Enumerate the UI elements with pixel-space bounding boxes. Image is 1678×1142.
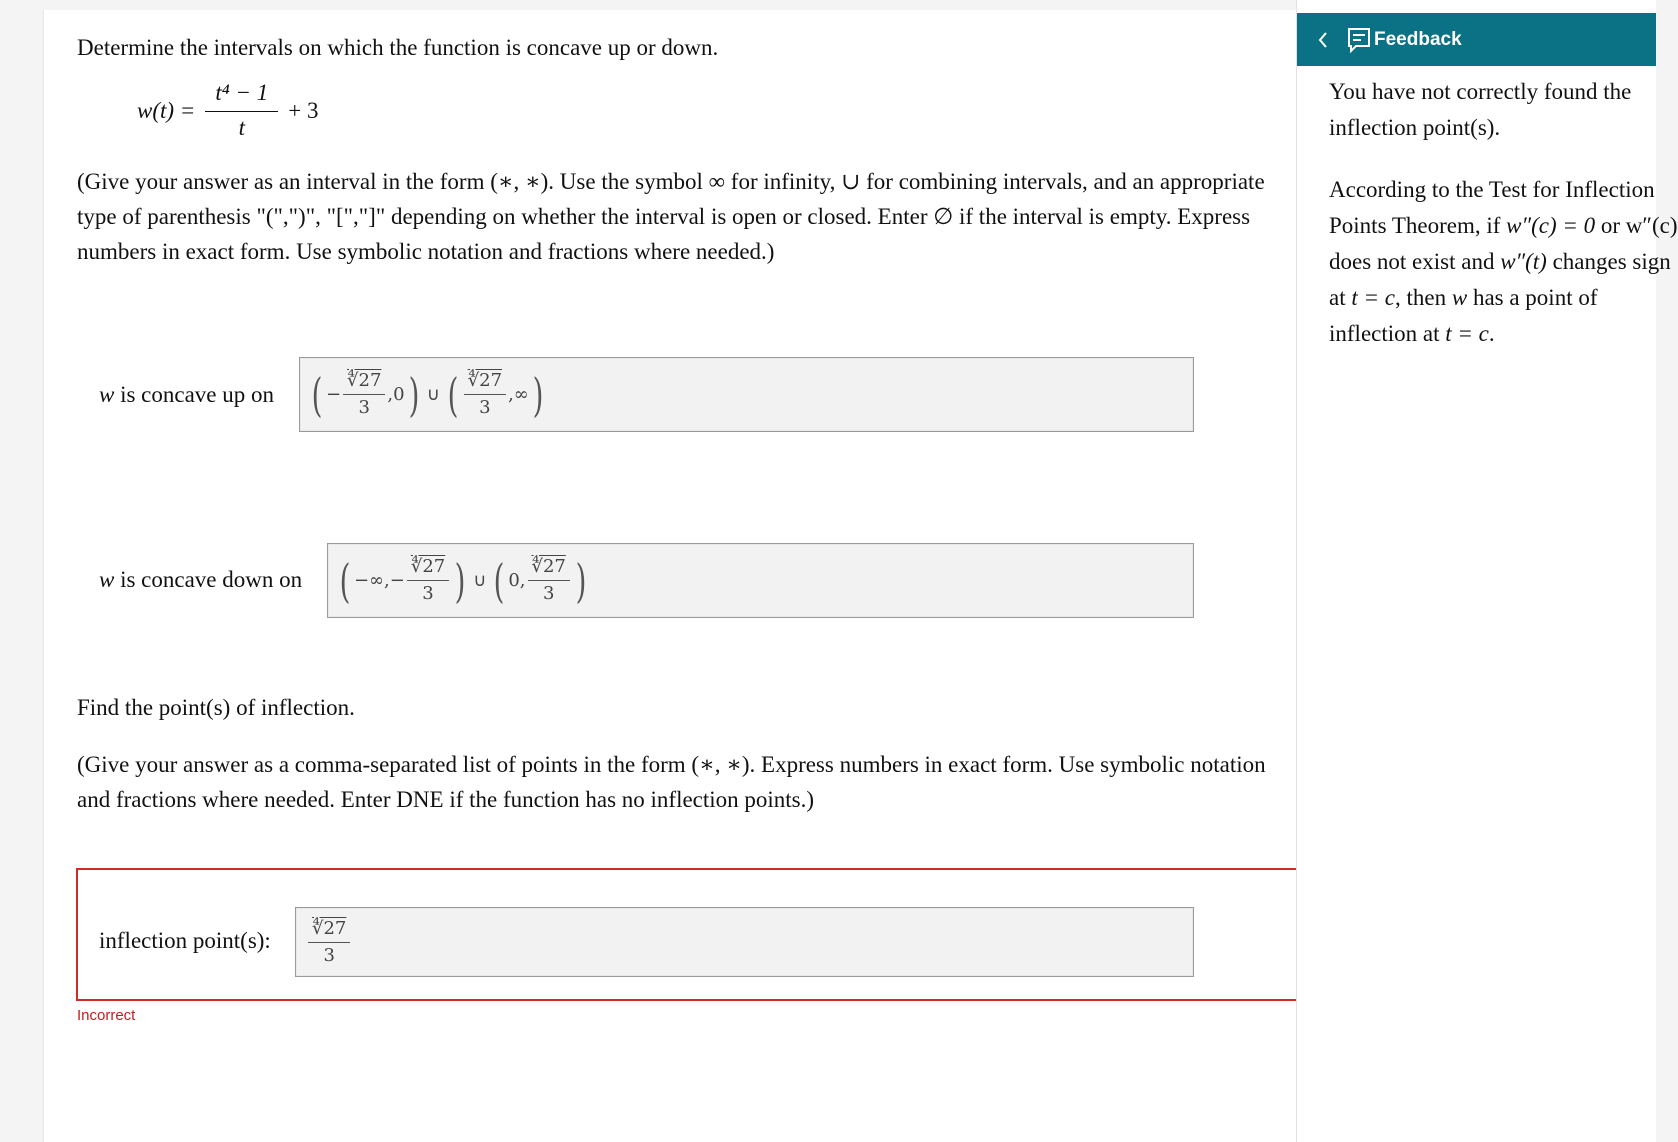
theorem-text: Points Theorem, if bbox=[1329, 213, 1507, 238]
inflection-instructions-text: (Give your answer as a comma-separated list of points in the form (∗, ∗). Express numbers in exact form. Use symbolic notation and fractions where needed. Enter DNE if the function has no inflection points.) bbox=[77, 752, 1266, 812]
incorrect-status: Incorrect bbox=[77, 1007, 136, 1024]
open-paren-icon: ( bbox=[339, 553, 351, 608]
feedback-title: Feedback bbox=[1374, 28, 1462, 50]
concave-up-frac-2 bbox=[464, 370, 506, 419]
inflection-prompt: Find the point(s) of inflection. bbox=[77, 695, 355, 720]
interval-instructions bbox=[77, 164, 1296, 269]
union-icon: ∪ bbox=[426, 384, 440, 405]
formula-denominator: t bbox=[238, 115, 245, 140]
inflection-label: inflection point(s): bbox=[99, 928, 271, 953]
denominator-3: 3 bbox=[323, 944, 335, 966]
concave-up-label bbox=[99, 382, 274, 408]
inflection-input[interactable] bbox=[295, 907, 1194, 977]
close-paren-icon: ) bbox=[532, 367, 544, 422]
feedback-icon bbox=[1347, 27, 1371, 53]
denominator-3: 3 bbox=[479, 397, 491, 418]
theorem-text: does not exist and bbox=[1329, 249, 1501, 274]
feedback-panel bbox=[1296, 0, 1678, 1142]
theorem-math: w″(c) = 0 bbox=[1506, 213, 1596, 238]
concave-down-zero: 0, bbox=[508, 570, 526, 591]
denominator-3: 3 bbox=[542, 583, 555, 604]
close-paren-icon: ) bbox=[575, 553, 587, 608]
theorem-text: changes sign bbox=[1546, 249, 1671, 274]
radical-27: ∜27 bbox=[308, 918, 350, 943]
formula-tail: + 3 bbox=[288, 97, 319, 123]
feedback-message: You have not correctly found the inflection point(s). bbox=[1329, 79, 1632, 140]
radical-27: ∜27 bbox=[343, 370, 385, 395]
union-icon: ∪ bbox=[473, 570, 487, 591]
close-paren-icon: ) bbox=[454, 553, 466, 608]
feedback-header[interactable] bbox=[1297, 13, 1656, 66]
formula-lhs: w(t) = bbox=[137, 97, 196, 123]
concave-down-input[interactable] bbox=[327, 543, 1194, 618]
interval-instructions-text: (Give your answer as an interval in the form (∗, ∗). Use the symbol ∞ for infinity, ∪ for combining intervals, and an appropriate type of parenthesis "(",")", "[","]" depending on whether the interval is open or closed. Enter ∅ if the interval is empty. Express numbers in exact form. Use symbolic notation and fractions where needed.) bbox=[77, 169, 1265, 264]
theorem-math: t = c bbox=[1445, 321, 1489, 346]
concave-down-head: −∞,− bbox=[353, 570, 405, 591]
inflection-frac bbox=[308, 918, 350, 967]
theorem-line-4 bbox=[1329, 280, 1659, 316]
open-paren-icon: ( bbox=[493, 553, 505, 608]
theorem-line-3 bbox=[1329, 244, 1671, 280]
radical-27: ∜27 bbox=[407, 556, 449, 581]
concave-up-input[interactable] bbox=[299, 357, 1194, 432]
feedback-theorem bbox=[1329, 172, 1678, 352]
concave-up-sign: − bbox=[325, 384, 342, 405]
theorem-line-1: According to the Test for Inflection bbox=[1329, 177, 1655, 202]
question-panel bbox=[43, 10, 1296, 1142]
theorem-text: inflection at bbox=[1329, 321, 1446, 346]
theorem-math: t = c bbox=[1351, 285, 1395, 310]
concave-down-frac-1 bbox=[407, 556, 449, 605]
theorem-text: or w″(c) bbox=[1595, 213, 1678, 238]
concave-down-label bbox=[99, 567, 302, 593]
inflection-instructions bbox=[77, 747, 1296, 817]
concave-down-var: w bbox=[99, 567, 115, 592]
feedback-body bbox=[1329, 74, 1678, 352]
concave-up-sep: ,0 bbox=[387, 384, 405, 405]
concave-up-tail: ,∞ bbox=[508, 384, 529, 405]
theorem-line-2 bbox=[1329, 208, 1678, 244]
theorem-text: . bbox=[1488, 321, 1495, 346]
formula-numerator: t⁴ − 1 bbox=[205, 80, 278, 112]
concave-up-frac-1 bbox=[343, 370, 385, 419]
open-paren-icon: ( bbox=[311, 367, 323, 422]
radical-27: ∜27 bbox=[464, 370, 506, 395]
function-formula bbox=[137, 80, 318, 141]
concave-down-text: is concave down on bbox=[114, 567, 303, 592]
theorem-text: at bbox=[1329, 285, 1352, 310]
chevron-left-icon[interactable] bbox=[1317, 31, 1333, 49]
close-paren-icon: ) bbox=[408, 367, 419, 422]
theorem-text: , then bbox=[1394, 285, 1452, 310]
denominator-3: 3 bbox=[358, 397, 370, 418]
concave-down-frac-2 bbox=[528, 556, 570, 605]
theorem-line-5 bbox=[1329, 316, 1659, 352]
question-prompt: Determine the intervals on which the function is concave up or down. bbox=[77, 35, 719, 60]
open-paren-icon: ( bbox=[447, 367, 459, 422]
concave-up-text: is concave up on bbox=[114, 382, 275, 407]
theorem-text: has a point of bbox=[1467, 285, 1598, 310]
denominator-3: 3 bbox=[422, 583, 434, 604]
formula-fraction bbox=[205, 80, 278, 141]
theorem-math: w bbox=[1451, 285, 1468, 310]
concave-up-var: w bbox=[99, 382, 115, 407]
theorem-math: w″(t) bbox=[1500, 249, 1547, 274]
radical-27: ∜27 bbox=[528, 556, 570, 581]
